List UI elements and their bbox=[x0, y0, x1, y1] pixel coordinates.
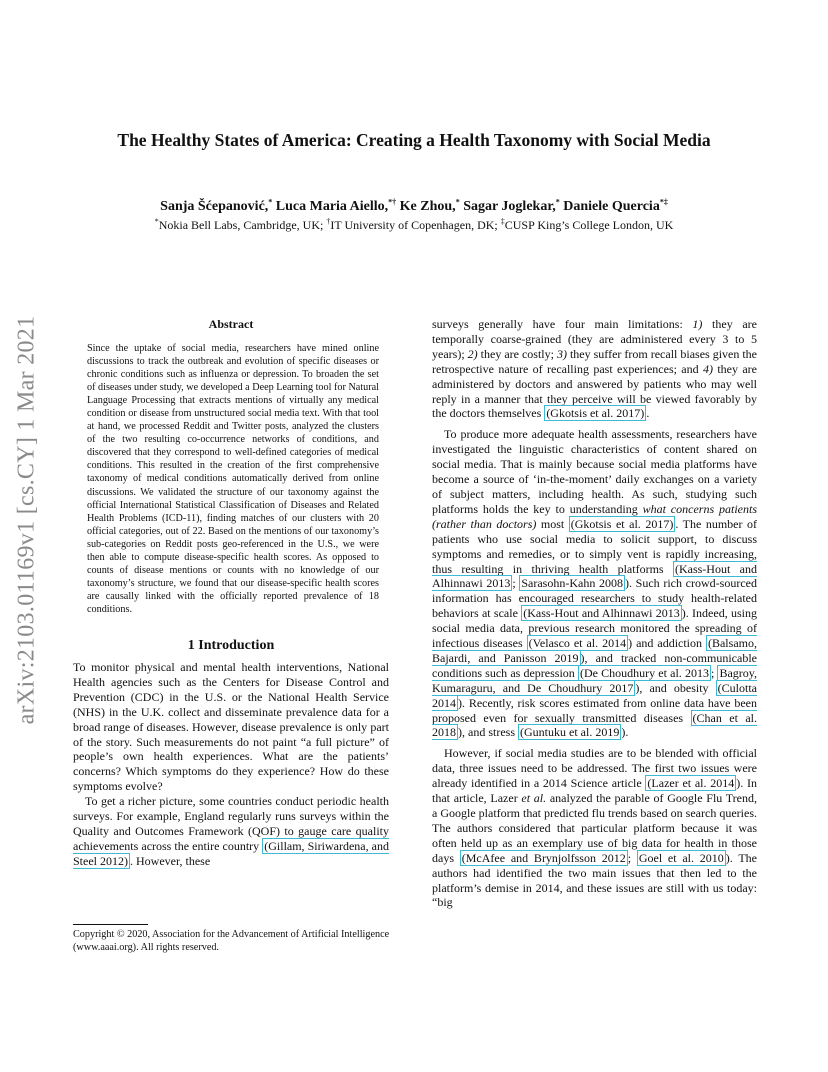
right-paragraph-1 bbox=[432, 317, 757, 421]
affiliations bbox=[60, 218, 768, 233]
text-run: To produce more adequate health assessments, researchers have investigated the linguistic characteristics of content shared on social media. That is mainly because social media platforms have become a source of ‘in-the-moment’ daily exchanges on a variety of subject matters, including health. As such, studying such platforms holds the key to understanding bbox=[432, 427, 757, 516]
affiliation-mark: † bbox=[326, 217, 331, 226]
text-run: analyzed the parable of Google Flu Trend, a Google platform that predicted flu trends based on search queries. The authors considered that particular platform because it was often held up as an exemplary use of big data for health in those days bbox=[432, 791, 758, 865]
citation-link[interactable]: (Gillam, Siriwardena, and Steel 2012) bbox=[73, 838, 389, 868]
affiliation: CUSP King’s College London, UK bbox=[504, 218, 674, 232]
text-run: ), and tracked non-communicable conditions such as depression bbox=[432, 650, 757, 680]
text-run: . The number of patients who use social media to solicit support, to discuss symptoms and remedies, or to simply vent is rapidly increasing, thus resulting in thriving health platforms bbox=[432, 516, 757, 576]
footnote-rule bbox=[73, 924, 148, 925]
text-run: ) and addiction bbox=[628, 636, 706, 651]
author-name: Luca Maria Aiello, bbox=[275, 199, 389, 214]
text-run: they suffer from recall biases given the retrospective nature of recalling past experiences; and bbox=[432, 346, 758, 376]
text-run: ). In that article, Lazer bbox=[432, 776, 757, 806]
citation-link[interactable]: (Chan et al. 2018 bbox=[432, 710, 757, 740]
author-name: Sanja Šćepanović, bbox=[160, 199, 269, 214]
abstract-heading: Abstract bbox=[208, 317, 254, 331]
text-run: ). Such rich crowd-sourced information has encouraged researchers to study health-related behaviors at scale bbox=[432, 576, 757, 621]
citation-link[interactable]: Goel et al. 2010 bbox=[638, 850, 724, 865]
citation-link[interactable]: (De Choudhury et al. 2013 bbox=[579, 665, 709, 680]
right-paragraph-3 bbox=[432, 746, 757, 910]
right-paragraph-2 bbox=[432, 427, 757, 740]
text-run: ; bbox=[512, 576, 520, 591]
text-run: most bbox=[536, 516, 569, 531]
paper-title: The Healthy States of America: Creating a Health Taxonomy with Social Media bbox=[117, 130, 711, 150]
text-run: what concerns patients (rather than doctors) bbox=[432, 501, 757, 531]
author-mark: * bbox=[268, 197, 273, 207]
affiliation-mark: * bbox=[154, 217, 159, 226]
intro-paragraph-1: To monitor physical and mental health interventions, National Health agencies such as the Centers for Disease Control and Prevention (CDC) in the U.S. or the National Health Service (NHS) in the U.K. collect and disseminate prevalence data for a broad range of diseases. However, disease prevalence is only part of the story. Such measurements do not paint “a full picture” of people’s own health experiences. What are the patients’ concerns? Which symptoms do they experience? How do these symptoms evolve? bbox=[73, 659, 389, 794]
citation-link[interactable]: Sarasohn-Kahn 2008 bbox=[521, 576, 624, 591]
citation-link[interactable]: (Kass-Hout and Alhinnawi 2013 bbox=[432, 561, 758, 591]
author-mark: *‡ bbox=[659, 197, 668, 207]
affiliation-mark: ‡ bbox=[500, 217, 505, 226]
affiliation: IT University of Copenhagen, DK; bbox=[330, 218, 501, 232]
author-list bbox=[60, 199, 768, 215]
text-run: they are temporally coarse-grained (they are administered every 3 to 5 years); bbox=[432, 317, 757, 361]
text-run: surveys generally have four main limitations: bbox=[432, 317, 693, 331]
right-column bbox=[432, 317, 757, 910]
text-run: they are costly; bbox=[477, 346, 557, 361]
text-run: ; bbox=[710, 665, 718, 680]
author-name: Ke Zhou, bbox=[399, 199, 456, 214]
citation-link[interactable]: (Kass-Hout and Alhinnawi 2013 bbox=[523, 606, 680, 621]
author-mark: * bbox=[455, 197, 460, 207]
author-name: Sagar Joglekar, bbox=[463, 199, 556, 214]
text-run: they are administered by doctors and answered by patients who may well reply in a manner that they perceive will be viewed favorably by the doctors themselves bbox=[432, 361, 758, 421]
intro-paragraph-2 bbox=[73, 794, 389, 869]
text-run: ). The authors had identified the two main issues that then led to the platform’s demise in 2014, and these issues are still with us today: “big bbox=[432, 850, 758, 910]
text-run: However, if social media studies are to be blended with official data, three issues need to be addressed. The first two issues were already identified in a 2014 Science article bbox=[432, 746, 757, 791]
text-run: 4) bbox=[703, 361, 713, 376]
author-mark: *† bbox=[388, 197, 397, 207]
abstract-text: Since the uptake of social media, researchers have mined online discussions to track the outbreak and evolution of specific diseases or chronic conditions such as influenza or depression. To broaden the set of diseases under study, we developed a Deep Learning tool for Natural Language Processing that extracts mentions of virtually any medical condition or disease from unstructured social media text. With that tool at hand, we processed Reddit and Twitter posts, analyzed the clusters of the two resulting co-occurrence networks of conditions, and discovered that they correspond to well-defined categories of medical conditions. This resulted in the creation of the first comprehensive taxonomy of medical conditions automatically derived from online discussions. We validated the structure of our taxonomy against the official International Statistical Classification of Diseases and Related Health Problems (ICD-11), finding matches of our clusters with 20 official categories, out of 22. Based on the mentions of our taxonomy’s sub-categories on Reddit posts geo-referenced in the U.S., we were then able to compute disease-specific health scores. As opposed to counts of disease mentions or counts with no knowledge of our taxonomy’s structure, we found that our disease-specific health scores are causally linked with the officially reported prevalence of 18 conditions. bbox=[87, 343, 379, 615]
affiliation: Nokia Bell Labs, Cambridge, UK; bbox=[158, 218, 327, 232]
text-run: et al. bbox=[521, 791, 547, 806]
text-run: ), and stress bbox=[458, 725, 518, 740]
text-run: 3) bbox=[556, 346, 567, 361]
text-run: . However, these bbox=[130, 853, 211, 868]
author-mark: * bbox=[555, 197, 560, 207]
text-run: ). bbox=[621, 725, 629, 740]
section-heading-introduction: 1 Introduction bbox=[187, 637, 275, 653]
citation-link[interactable]: (Culotta 2014 bbox=[432, 680, 757, 710]
copyright-notice: Copyright © 2020, Association for the Advancement of Artificial Intelligence (www.aaai.org). All rights reserved. bbox=[73, 929, 390, 953]
citation-link[interactable]: (McAfee and Brynjolfsson 2012 bbox=[461, 850, 626, 865]
text-run: 1) bbox=[692, 317, 703, 331]
citation-link[interactable]: (Velasco et al. 2014 bbox=[528, 636, 627, 651]
author-name: Daniele Quercia bbox=[563, 199, 660, 214]
text-run: ), and obesity bbox=[635, 680, 716, 695]
text-run: . bbox=[646, 406, 650, 421]
citation-link[interactable]: (Guntuku et al. 2019 bbox=[520, 725, 620, 740]
text-run: 2) bbox=[467, 346, 478, 361]
text-run: ; bbox=[627, 850, 637, 865]
left-column bbox=[73, 317, 389, 869]
text-run: ). Recently, risk scores estimated from online data have been proposed even for sexually transmitted diseases bbox=[432, 695, 757, 725]
text-run: ). Indeed, using social media data, previous research monitored the spreading of infectious diseases bbox=[432, 606, 757, 651]
citation-link[interactable]: Bagroy, Kumaraguru, and De Choudhury 2017 bbox=[432, 665, 757, 695]
citation-link[interactable]: (Gkotsis et al. 2017) bbox=[570, 516, 674, 531]
citation-link[interactable]: (Lazer et al. 2014 bbox=[647, 776, 735, 791]
arxiv-stamp bbox=[6, 290, 48, 750]
citation-link[interactable]: (Gkotsis et al. 2017) bbox=[546, 406, 645, 421]
arxiv-stamp-text: arXiv:2103.01169v1 [cs.CY] 1 Mar 2021 bbox=[13, 315, 40, 725]
citation-link[interactable]: (Balsamo, Bajardi, and Panisson 2019 bbox=[432, 636, 757, 665]
text-run: To get a richer picture, some countries conduct periodic health surveys. For example, England regularly runs surveys within the Quality and Outcomes Framework (QOF) to gauge care quality achievements across the entire country bbox=[73, 794, 389, 853]
